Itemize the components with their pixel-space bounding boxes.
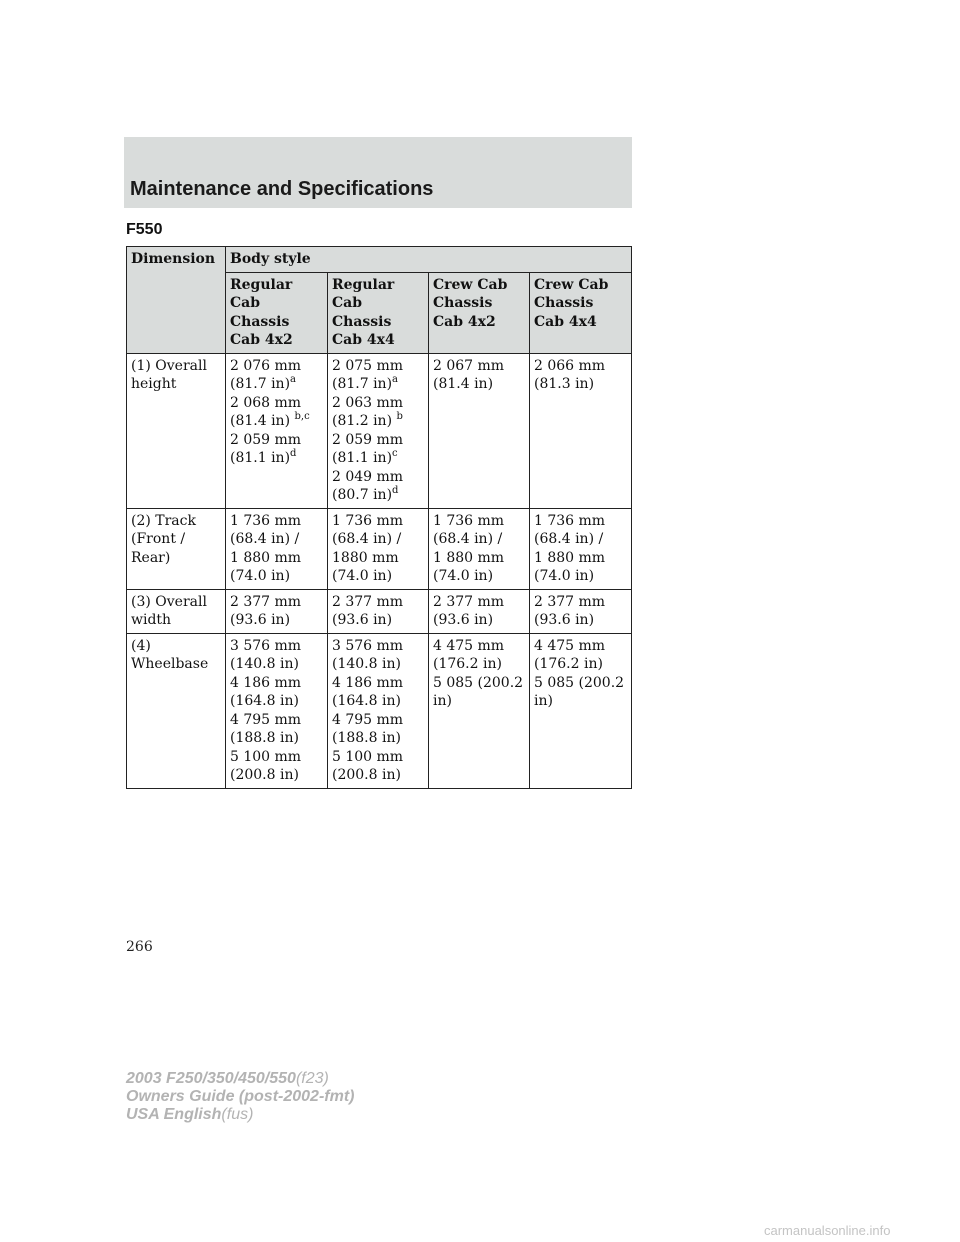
table-cell: [226, 353, 328, 508]
cell-value: (81.2 in): [332, 413, 397, 429]
cell-value: (74.0 in): [433, 568, 494, 584]
cell-value-line: [332, 748, 425, 767]
cell-value: (93.6 in): [433, 612, 494, 628]
cell-value: (68.4 in) /: [332, 531, 402, 547]
cell-value: 2 377 mm: [230, 593, 302, 610]
cell-value-line: [230, 637, 324, 656]
cell-value: 1 736 mm: [230, 512, 302, 529]
table-cell: [226, 508, 328, 589]
cell-value: (200.8 in): [230, 767, 299, 783]
cell-value: 4 186 mm: [332, 674, 404, 691]
watermark[interactable]: carmanualsonline.info: [764, 1223, 891, 1238]
cell-value: 2 377 mm: [433, 593, 505, 610]
cell-value: (164.8 in): [332, 693, 401, 709]
cell-value-line: [230, 394, 324, 413]
cell-value-line: [534, 674, 628, 693]
row-label-line: (Front /: [131, 531, 186, 547]
cell-value-line: [230, 766, 324, 785]
cell-value-line: [534, 637, 628, 656]
cell-value-line: [534, 655, 628, 674]
cell-value: 3 576 mm: [230, 637, 302, 654]
column-header-line: Cab 4x2: [433, 313, 496, 330]
column-header-line: Cab 4x4: [332, 332, 395, 348]
cell-value: 1 880 mm: [433, 549, 505, 566]
cell-value-line: [534, 512, 628, 531]
cell-value: 2 068 mm: [230, 394, 302, 411]
cell-value: 1880 mm: [332, 549, 399, 566]
cell-value-line: [332, 567, 425, 586]
cell-value: 2 066 mm: [534, 357, 606, 374]
cell-value: (140.8 in): [230, 656, 299, 672]
cell-value-line: [534, 593, 628, 612]
cell-value-line: [534, 530, 628, 549]
cell-value-line: [332, 449, 425, 468]
cell-value: 5 100 mm: [230, 748, 302, 765]
cell-value: (176.2 in): [433, 656, 502, 672]
column-header-line: Chassis: [230, 313, 290, 330]
table-row: [127, 508, 632, 589]
cell-value-line: [230, 674, 324, 693]
row-label: [127, 508, 226, 589]
table-header-row: [127, 247, 632, 273]
footer-line-2: Owners Guide (post-2002-fmt): [126, 1088, 355, 1105]
row-label-line: (1) Overall: [131, 357, 207, 374]
cell-value-line: [332, 611, 425, 630]
cell-value: (68.4 in) /: [433, 531, 503, 547]
cell-value: (140.8 in): [332, 656, 401, 672]
footer-line-1: 2003 F250/350/450/550(f23): [126, 1070, 329, 1087]
cell-value: 1 736 mm: [433, 512, 505, 529]
column-header-2: [328, 272, 429, 353]
column-header-line: Cab: [332, 295, 363, 311]
cell-value-line: [433, 637, 526, 656]
cell-value: 2 059 mm: [230, 431, 302, 448]
cell-value-line: [332, 412, 425, 431]
cell-value: (68.4 in) /: [230, 531, 300, 547]
cell-value-line: [534, 611, 628, 630]
cell-value: 2 063 mm: [332, 394, 404, 411]
cell-value-line: [433, 692, 526, 711]
cell-value: (74.0 in): [230, 568, 291, 584]
row-label-line: Rear): [131, 549, 171, 566]
column-header-line: Crew Cab: [534, 276, 609, 293]
cell-value: 1 736 mm: [332, 512, 404, 529]
cell-value-line: [230, 692, 324, 711]
cell-value-line: [332, 692, 425, 711]
cell-value: (81.3 in): [534, 376, 595, 392]
cell-value-line: [332, 593, 425, 612]
cell-value-line: [230, 655, 324, 674]
column-header-line: Regular: [230, 276, 293, 293]
cell-value-line: [332, 766, 425, 785]
cell-value-line: [534, 357, 628, 376]
table-cell: [328, 589, 429, 633]
cell-value-line: [433, 549, 526, 568]
row-label-line: width: [131, 612, 172, 628]
footnote-marker: a: [392, 374, 399, 385]
cell-value: 2 067 mm: [433, 357, 505, 374]
cell-value: 4 795 mm: [230, 711, 302, 728]
cell-value-line: [332, 711, 425, 730]
column-header-4: [530, 272, 632, 353]
column-header-line: Chassis: [332, 313, 392, 330]
cell-value: (176.2 in): [534, 656, 603, 672]
column-header-line: Cab: [230, 295, 261, 311]
cell-value: 5 085 (200.2: [534, 674, 625, 691]
cell-value: 5 100 mm: [332, 748, 404, 765]
cell-value-line: [332, 486, 425, 505]
cell-value-line: [433, 375, 526, 394]
cell-value: (81.1 in): [230, 450, 291, 466]
cell-value-line: [332, 549, 425, 568]
table-cell: [429, 508, 530, 589]
table-cell: [429, 353, 530, 508]
cell-value: 3 576 mm: [332, 637, 404, 654]
cell-value-line: [332, 637, 425, 656]
cell-value: (81.4 in): [230, 413, 295, 429]
footnote-marker: a: [290, 374, 297, 385]
column-header-line: Cab 4x2: [230, 332, 293, 348]
cell-value: (74.0 in): [332, 568, 393, 584]
table-row: [127, 353, 632, 508]
cell-value-line: [230, 593, 324, 612]
column-header-line: Chassis: [534, 295, 594, 311]
cell-value-line: [230, 530, 324, 549]
cell-value: 2 059 mm: [332, 431, 404, 448]
cell-value-line: [534, 549, 628, 568]
cell-value-line: [230, 611, 324, 630]
cell-value: (74.0 in): [534, 568, 595, 584]
cell-value-line: [332, 468, 425, 487]
row-label-line: Wheelbase: [131, 656, 209, 672]
row-label: [127, 633, 226, 788]
footer-line-3: USA English(fus): [126, 1106, 254, 1123]
row-label-line: (3) Overall: [131, 593, 207, 610]
table-cell: [530, 589, 632, 633]
cell-value-line: [534, 567, 628, 586]
model-title: F550: [126, 221, 163, 238]
column-header-line: Regular: [332, 276, 395, 293]
cell-value-line: [332, 375, 425, 394]
cell-value: 4 475 mm: [534, 637, 606, 654]
cell-value: 4 795 mm: [332, 711, 404, 728]
cell-value: 2 075 mm: [332, 357, 404, 374]
row-label: [127, 589, 226, 633]
cell-value: in): [534, 693, 553, 709]
body-style-header: Body style: [226, 247, 632, 273]
footnote-marker: d: [392, 485, 399, 496]
cell-value-line: [332, 512, 425, 531]
cell-value: (68.4 in) /: [534, 531, 604, 547]
cell-value: 1 736 mm: [534, 512, 606, 529]
row-label-line: (4): [131, 637, 151, 654]
row-label: [127, 353, 226, 508]
cell-value: (164.8 in): [230, 693, 299, 709]
cell-value-line: [230, 729, 324, 748]
table-cell: [530, 633, 632, 788]
cell-value-line: [332, 394, 425, 413]
cell-value-line: [433, 593, 526, 612]
footnote-marker: b: [396, 411, 403, 422]
table-cell: [328, 633, 429, 788]
row-label-line: height: [131, 376, 177, 392]
footnote-marker: d: [290, 448, 297, 459]
cell-value: in): [433, 693, 452, 709]
cell-value-line: [332, 357, 425, 376]
cell-value-line: [433, 611, 526, 630]
table-row: [127, 589, 632, 633]
cell-value-line: [230, 512, 324, 531]
table-cell: [226, 589, 328, 633]
row-label-line: (2) Track: [131, 512, 196, 529]
cell-value-line: [433, 674, 526, 693]
table-cell: [328, 508, 429, 589]
cell-value-line: [433, 567, 526, 586]
cell-value: (93.6 in): [534, 612, 595, 628]
cell-value: 4 475 mm: [433, 637, 505, 654]
column-header-line: Cab 4x4: [534, 313, 597, 330]
cell-value: (81.7 in): [230, 376, 291, 392]
cell-value-line: [534, 375, 628, 394]
cell-value: 2 377 mm: [332, 593, 404, 610]
column-header-line: Chassis: [433, 295, 493, 311]
cell-value-line: [534, 692, 628, 711]
dimension-header: Dimension: [127, 247, 226, 354]
cell-value-line: [332, 431, 425, 450]
cell-value: (200.8 in): [332, 767, 401, 783]
cell-value: (93.6 in): [230, 612, 291, 628]
cell-value-line: [433, 530, 526, 549]
table-cell: [429, 633, 530, 788]
table-cell: [226, 633, 328, 788]
cell-value-line: [230, 549, 324, 568]
cell-value: 2 076 mm: [230, 357, 302, 374]
footnote-marker: c: [392, 448, 398, 459]
cell-value-line: [433, 512, 526, 531]
cell-value: (81.7 in): [332, 376, 393, 392]
column-header-1: [226, 272, 328, 353]
cell-value: (81.4 in): [433, 376, 494, 392]
cell-value-line: [230, 748, 324, 767]
table-cell: [530, 353, 632, 508]
cell-value-line: [332, 530, 425, 549]
specifications-table: [126, 246, 632, 789]
cell-value-line: [230, 375, 324, 394]
cell-value: 5 085 (200.2: [433, 674, 524, 691]
table-cell: [328, 353, 429, 508]
cell-value-line: [230, 431, 324, 450]
table-cell: [429, 589, 530, 633]
cell-value-line: [433, 655, 526, 674]
cell-value: 1 880 mm: [534, 549, 606, 566]
table-body: [127, 353, 632, 788]
cell-value: (81.1 in): [332, 450, 393, 466]
cell-value-line: [230, 412, 324, 431]
page-number: 266: [126, 939, 153, 955]
cell-value: 4 186 mm: [230, 674, 302, 691]
cell-value-line: [230, 567, 324, 586]
document-footer: [126, 1070, 354, 1124]
cell-value-line: [433, 357, 526, 376]
cell-value: (188.8 in): [230, 730, 299, 746]
cell-value-line: [230, 357, 324, 376]
column-header-3: [429, 272, 530, 353]
table-row: [127, 633, 632, 788]
cell-value: 2 377 mm: [534, 593, 606, 610]
cell-value-line: [332, 729, 425, 748]
cell-value: (80.7 in): [332, 487, 393, 503]
section-header-title: Maintenance and Specifications: [130, 178, 434, 200]
table-cell: [530, 508, 632, 589]
cell-value-line: [230, 449, 324, 468]
cell-value: (93.6 in): [332, 612, 393, 628]
column-header-line: Crew Cab: [433, 276, 508, 293]
cell-value-line: [230, 711, 324, 730]
cell-value-line: [332, 674, 425, 693]
footnote-marker: b,c: [294, 411, 310, 422]
cell-value: 1 880 mm: [230, 549, 302, 566]
cell-value: 2 049 mm: [332, 468, 404, 485]
cell-value-line: [332, 655, 425, 674]
cell-value: (188.8 in): [332, 730, 401, 746]
